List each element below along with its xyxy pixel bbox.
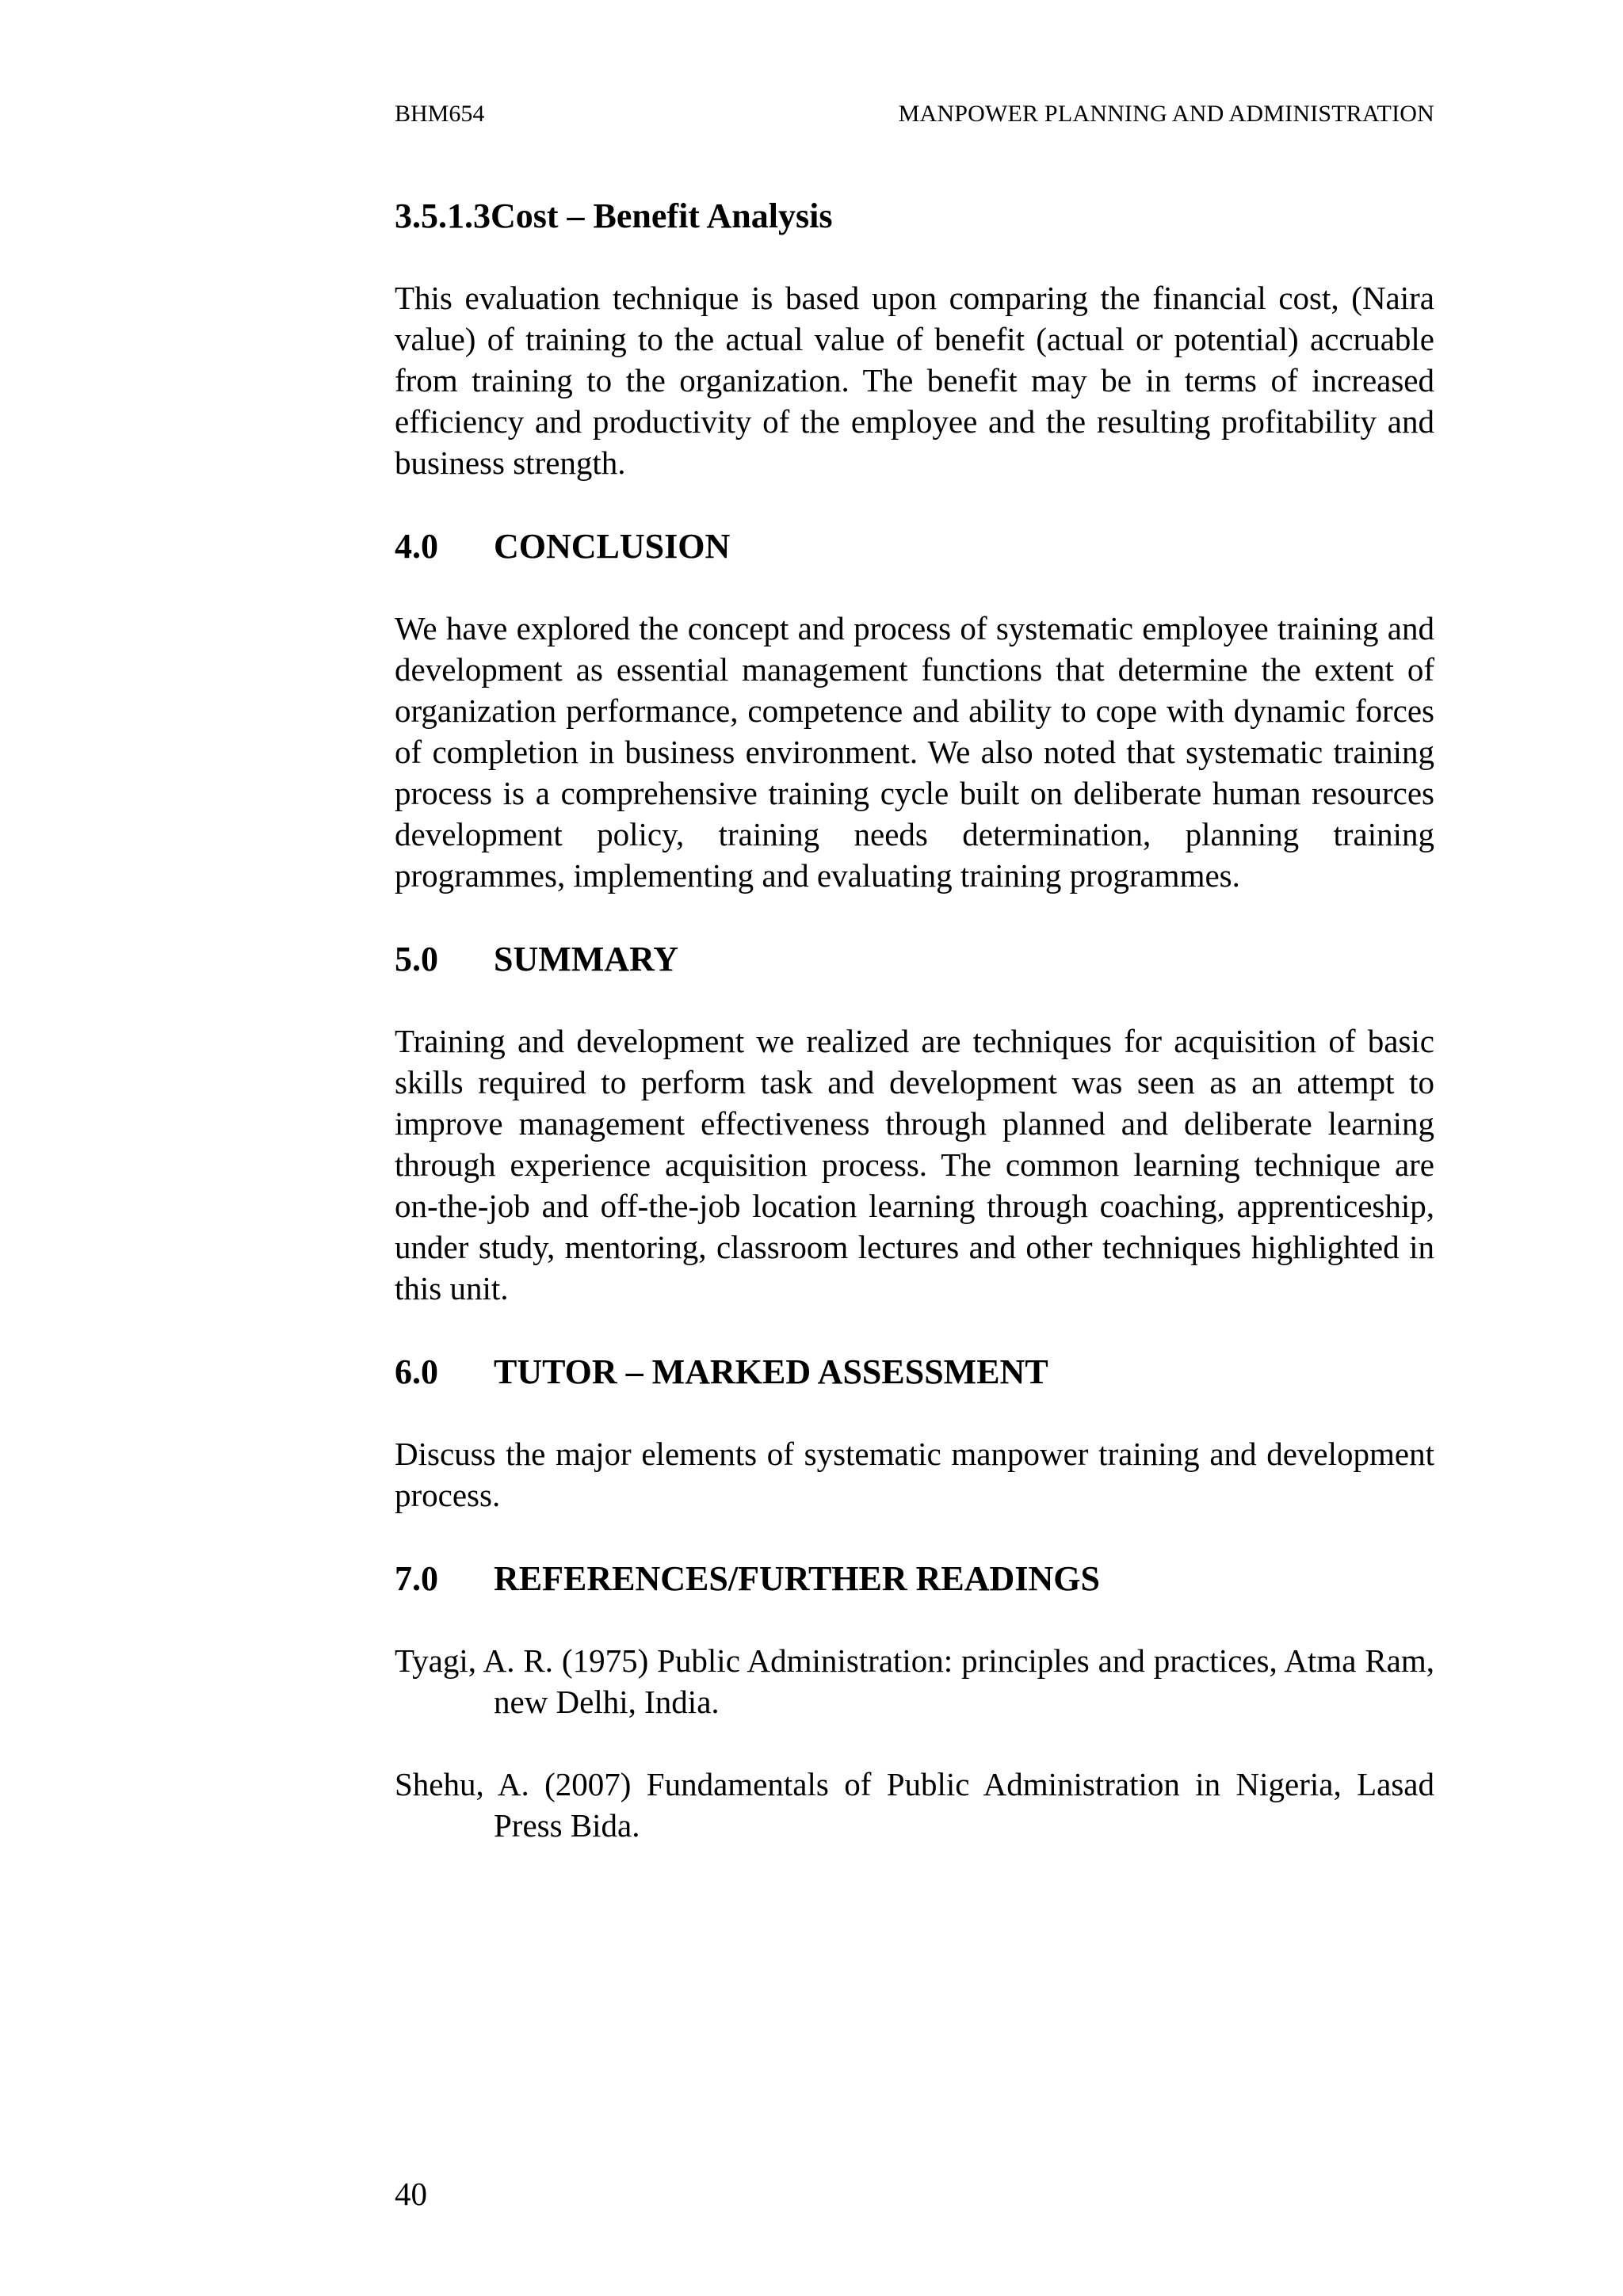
section-number: 6.0 (395, 1352, 438, 1391)
summary-paragraph: Training and development we realized are techniques for acquisition of basic skills required to perform task and development was seen as an attempt to improve management effectiveness through planned and deliberate learning through experience acquisition process. The common learning technique are on-the-job and off-the-job location learning through coaching, apprenticeship, under study, mentoring, classroom lectures and other techniques highlighted in this unit. (395, 1023, 1434, 1306)
section-heading-references (395, 1557, 1434, 1601)
page-content (395, 194, 1434, 1846)
section-title: REFERENCES/FURTHER READINGS (494, 1559, 1100, 1598)
conclusion-paragraph: We have explored the concept and process of systematic employee training and development as essential management functions that determine the extent of organization performance, competence and ability to cope with dynamic forces of completion in business environment. We also noted that systematic training process is a comprehensive training cycle built on deliberate human resources development policy, training needs determination, planning training programmes, implementing and evaluating training programmes. (395, 610, 1434, 894)
section-title: Cost – Benefit Analysis (491, 196, 833, 235)
section-heading-cost-benefit (395, 194, 1434, 238)
section-heading-tma (395, 1350, 1434, 1394)
course-title: MANPOWER PLANNING AND ADMINISTRATION (898, 101, 1434, 127)
reference-item: Shehu, A. (2007) Fundamentals of Public Administration in Nigeria, Lasad Press Bida. (395, 1766, 1434, 1844)
tma-paragraph: Discuss the major elements of systematic manpower training and development process. (395, 1436, 1434, 1513)
section-number: 3.5.1.3 (395, 196, 491, 235)
section-number: 5.0 (395, 940, 438, 978)
section-title: TUTOR – MARKED ASSESSMENT (494, 1352, 1048, 1391)
section-title: SUMMARY (494, 940, 679, 978)
section-heading-conclusion (395, 524, 1434, 569)
running-header (395, 98, 1434, 130)
section-number: 7.0 (395, 1559, 438, 1598)
section-heading-summary (395, 937, 1434, 982)
section-title: CONCLUSION (494, 527, 731, 566)
course-code: BHM654 (395, 101, 485, 127)
reference-item: Tyagi, A. R. (1975) Public Administration: principles and practices, Atma Ram, new Delhi, India. (395, 1642, 1434, 1720)
cost-benefit-paragraph: This evaluation technique is based upon comparing the financial cost, (Naira value) of training to the actual value of benefit (actual or potential) accruable from training to the organization. The benefit may be in terms of increased efficiency and productivity of the employee and the resulting profitability and business strength. (395, 280, 1434, 481)
section-number: 4.0 (395, 527, 438, 566)
page-number: 40 (395, 2176, 427, 2212)
